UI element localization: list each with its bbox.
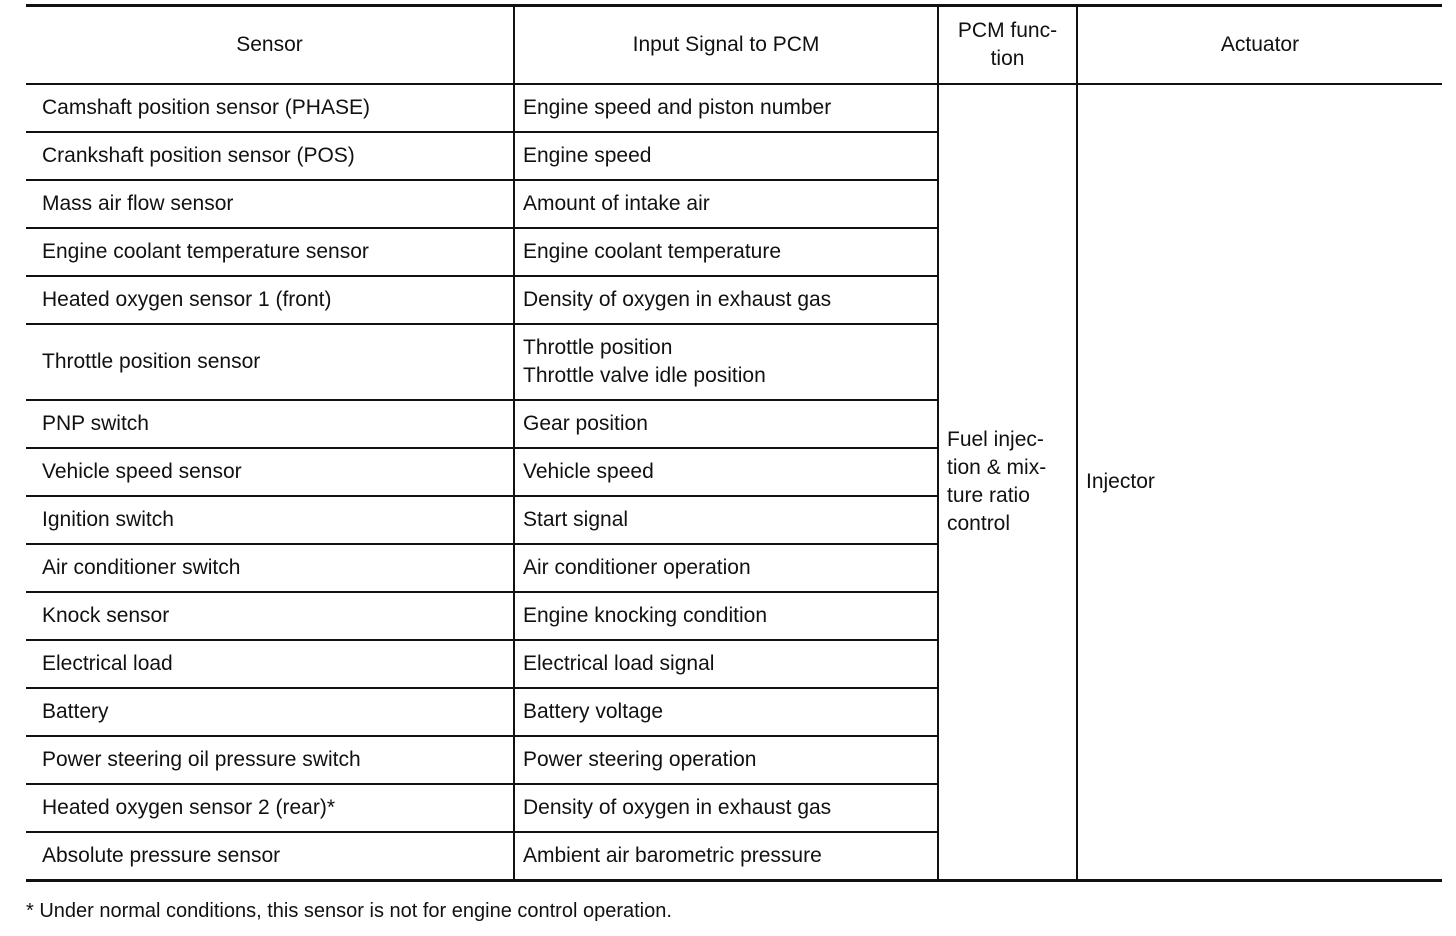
input-signal-line: Engine speed and piston number [523,96,832,119]
input-signal-cell [514,324,938,400]
input-signal-cell [514,736,938,784]
input-signal-line: Amount of intake air [523,192,710,215]
pcm-function-line: Fuel injec- [947,428,1044,451]
table-body [26,84,1442,881]
pcm-sensor-table [26,4,1442,882]
footnote: * Under normal conditions, this sensor is not for engine control operation. [26,900,672,922]
sensor-cell: Absolute pressure sensor [26,832,514,881]
sensor-cell: Air conditioner switch [26,544,514,592]
pcm-function-line: ture ratio [947,484,1030,507]
sensor-cell: Mass air flow sensor [26,180,514,228]
sensor-cell: Power steering oil pressure switch [26,736,514,784]
input-signal-line: Throttle position [523,336,673,359]
input-signal-cell [514,688,938,736]
sensor-cell: PNP switch [26,400,514,448]
input-signal-line: Battery voltage [523,700,664,723]
header-sensor: Sensor [26,6,514,85]
input-signal-cell [514,592,938,640]
input-signal-line: Throttle valve idle position [523,364,766,387]
input-signal-line: Density of oxygen in exhaust gas [523,288,832,311]
pcm-function-line: tion & mix- [947,456,1047,479]
sensor-cell: Ignition switch [26,496,514,544]
input-signal-line: Power steering operation [523,748,757,771]
sensor-cell: Knock sensor [26,592,514,640]
actuator-cell: Injector [1077,84,1442,881]
input-signal-cell [514,400,938,448]
pcm-table-container [26,4,1442,882]
sensor-cell: Engine coolant temperature sensor [26,228,514,276]
input-signal-line: Start signal [523,508,629,531]
input-signal-cell [514,496,938,544]
input-signal-line: Density of oxygen in exhaust gas [523,796,832,819]
input-signal-line: Electrical load signal [523,652,715,675]
sensor-cell: Throttle position sensor [26,324,514,400]
input-signal-line: Engine knocking condition [523,604,768,627]
table-row [26,84,1442,132]
sensor-cell: Camshaft position sensor (PHASE) [26,84,514,132]
sensor-cell: Crankshaft position sensor (POS) [26,132,514,180]
input-signal-cell [514,544,938,592]
header-pcm-function [938,6,1077,85]
sensor-cell: Heated oxygen sensor 1 (front) [26,276,514,324]
table-header-row [26,6,1442,85]
input-signal-cell [514,640,938,688]
input-signal-cell [514,180,938,228]
input-signal-cell [514,448,938,496]
input-signal-line: Gear position [523,412,648,435]
pcm-function-line: control [947,512,1011,535]
input-signal-line: Engine speed [523,144,652,167]
input-signal-cell [514,84,938,132]
input-signal-cell [514,832,938,881]
input-signal-line: Air conditioner operation [523,556,751,579]
header-pcm-function-line: PCM func- [957,19,1058,42]
header-input-signal: Input Signal to PCM [514,6,938,85]
input-signal-line: Ambient air barometric pressure [523,844,822,867]
sensor-cell: Battery [26,688,514,736]
input-signal-cell [514,784,938,832]
input-signal-cell [514,276,938,324]
input-signal-line: Vehicle speed [523,460,654,483]
input-signal-cell [514,228,938,276]
sensor-cell: Vehicle speed sensor [26,448,514,496]
header-pcm-function-line: tion [990,47,1025,70]
sensor-cell: Heated oxygen sensor 2 (rear)* [26,784,514,832]
sensor-cell: Electrical load [26,640,514,688]
pcm-function-cell [938,84,1077,881]
input-signal-cell [514,132,938,180]
input-signal-line: Engine coolant temperature [523,240,781,263]
header-actuator: Actuator [1077,6,1442,85]
